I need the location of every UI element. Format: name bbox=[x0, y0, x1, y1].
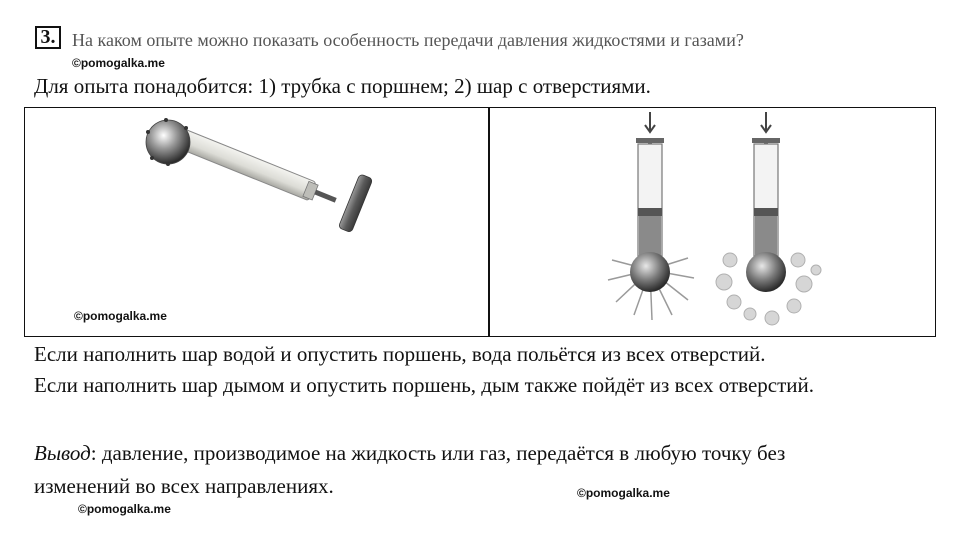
conclusion-text-1: : давление, производимое на жидкость или газ, передаётся в любую точку без bbox=[90, 441, 786, 465]
observation-water: Если наполнить шар водой и опустить поршень, вода польётся из всех отверстий. bbox=[34, 342, 766, 366]
materials-text: Для опыта понадобится: 1) трубка с поршнем; 2) шар с отверстиями. bbox=[34, 74, 651, 98]
water-apparatus bbox=[608, 112, 694, 320]
conclusion-label: Вывод bbox=[34, 441, 91, 465]
observation-smoke: Если наполнить шар дымом и опустить поршень, дым также пойдёт из всех отверстий. bbox=[34, 373, 814, 397]
water-smoke-experiment-image bbox=[590, 110, 850, 332]
task-question: На каком опыте можно показать особенность передачи давления жидкостями и газами? bbox=[72, 30, 744, 50]
smoke-apparatus bbox=[716, 112, 821, 325]
task-number: 3. bbox=[35, 26, 61, 49]
figure-divider bbox=[488, 107, 490, 337]
watermark-figure: ©pomogalka.me bbox=[74, 309, 167, 323]
watermark-middle: ©pomogalka.me bbox=[577, 486, 670, 500]
watermark-bottom: ©pomogalka.me bbox=[78, 502, 171, 516]
conclusion-line-2: изменений во всех направлениях. bbox=[34, 474, 334, 498]
conclusion-line-1 bbox=[34, 441, 785, 466]
watermark-top: ©pomogalka.me bbox=[72, 56, 165, 70]
pascal-ball-apparatus-image bbox=[130, 112, 400, 252]
